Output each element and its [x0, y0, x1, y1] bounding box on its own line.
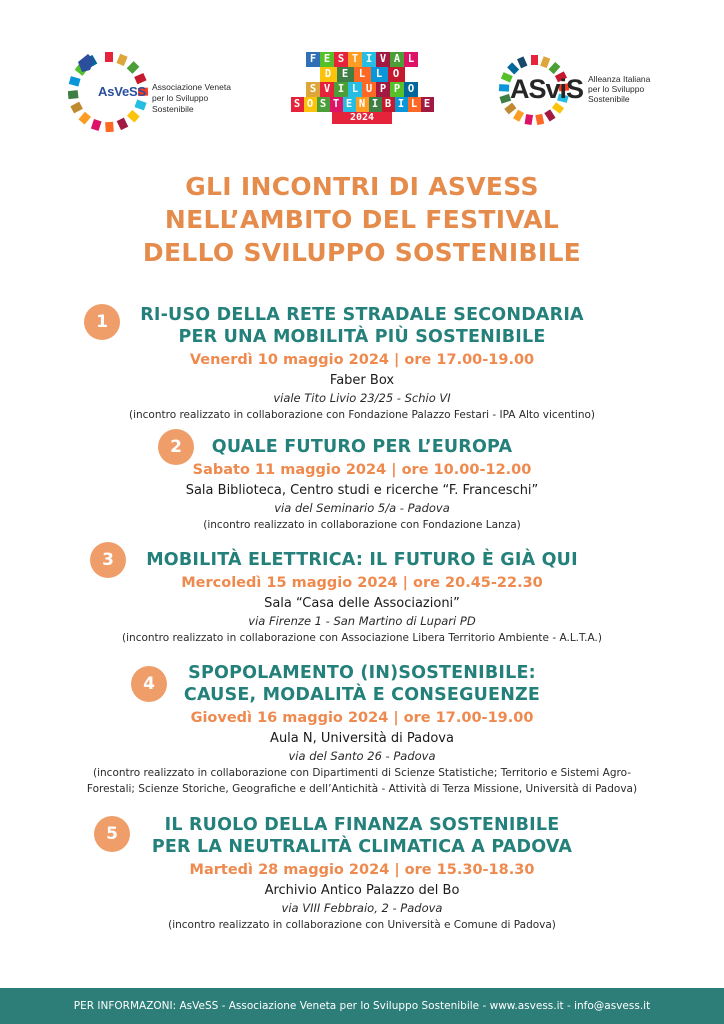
- festival-letter: L: [408, 97, 421, 112]
- festival-letter: I: [362, 52, 376, 67]
- festival-letter: O: [388, 67, 405, 82]
- page-title: GLI INCONTRI DI ASVESS NELL’AMBITO DEL FESTIVAL DELLO SVILUPPO SOSTENIBILE: [142, 172, 582, 267]
- asvess-name: AsVeSS: [98, 84, 146, 99]
- festival-letter: L: [404, 52, 418, 67]
- event-number-badge: 3: [90, 542, 126, 578]
- festival-letter: S: [291, 97, 304, 112]
- footer-info-bar: PER INFORMAZONI: AsVeSS - Associazione Veneta per lo Sviluppo Sostenibile - www.asvess.it - info@asvess.it: [0, 988, 724, 1024]
- event-address: via VIII Febbraio, 2 - Padova: [281, 901, 443, 915]
- event-date: Giovedì 16 maggio 2024 | ore 17.00-19.00: [190, 710, 534, 726]
- event-3: [0, 549, 724, 646]
- event-date: Martedì 28 maggio 2024 | ore 15.30-18.30: [189, 862, 535, 878]
- festival-letter: O: [404, 82, 418, 97]
- event-venue: Sala Biblioteca, Centro studi e ricerche “F. Franceschi”: [185, 483, 539, 498]
- festival-letter: S: [334, 52, 348, 67]
- event-title: QUALE FUTURO PER L’EUROPA: [211, 437, 513, 457]
- festival-letter: V: [320, 82, 334, 97]
- event-note: (incontro realizzato in collaborazione con Associazione Libera Territorio Ambiente - A.L.T.A.): [122, 632, 602, 644]
- festival-letter: E: [320, 52, 334, 67]
- festival-letter: L: [348, 82, 362, 97]
- festival-letter: T: [330, 97, 343, 112]
- event-number-badge: 4: [131, 666, 167, 702]
- event-title: MOBILITÀ ELETTRICA: IL FUTURO È GIÀ QUI: [146, 550, 578, 570]
- event-date: Sabato 11 maggio 2024 | ore 10.00-12.00: [192, 462, 532, 478]
- event-number-badge: 1: [84, 304, 120, 340]
- event-venue: Archivio Antico Palazzo del Bo: [264, 883, 460, 898]
- asvis-name: ASviS: [510, 74, 584, 104]
- event-number-badge: 5: [94, 816, 130, 852]
- event-venue: Aula N, Università di Padova: [270, 731, 454, 746]
- event-address: via del Seminario 5/a - Padova: [274, 501, 450, 515]
- event-date: Mercoledì 15 maggio 2024 | ore 20.45-22.30: [181, 575, 543, 591]
- festival-letter: U: [362, 82, 376, 97]
- festival-letter: B: [382, 97, 395, 112]
- festival-letter: E: [337, 67, 354, 82]
- festival-logo: [288, 52, 436, 122]
- festival-letter: A: [390, 52, 404, 67]
- festival-letter: L: [354, 67, 371, 82]
- festival-letter: I: [369, 97, 382, 112]
- event-date: Venerdì 10 maggio 2024 | ore 17.00-19.00: [189, 352, 535, 368]
- event-address: viale Tito Livio 23/25 - Schio VI: [273, 391, 451, 405]
- asvis-subtitle: Alleanza Italiana per lo Sviluppo Sostenibile: [588, 74, 651, 104]
- festival-letter: V: [376, 52, 390, 67]
- event-note: (incontro realizzato in collaborazione con Università e Comune di Padova): [168, 919, 556, 931]
- festival-letter: E: [421, 97, 434, 112]
- asvess-logo: [68, 48, 258, 132]
- event-title: RI-USO DELLA RETE STRADALE SECONDARIA PER UNA MOBILITÀ PIÙ SOSTENIBILE: [140, 305, 584, 347]
- event-note: (incontro realizzato in collaborazione con Fondazione Palazzo Festari - IPA Alto vicentino): [128, 409, 596, 421]
- event-address: via del Santo 26 - Padova: [288, 749, 436, 763]
- asvis-logo: [496, 52, 666, 128]
- festival-letter: D: [320, 67, 337, 82]
- festival-letter: N: [356, 97, 369, 112]
- festival-letter: P: [390, 82, 404, 97]
- festival-letter: S: [306, 82, 320, 97]
- event-address: via Firenze 1 - San Martino di Lupari PD: [248, 614, 476, 628]
- event-number-badge: 2: [158, 429, 194, 465]
- event-note: (incontro realizzato in collaborazione con Dipartimenti di Scienze Statistiche; Territorio e Sistemi Agro- Forestali; Scienze Storiche, Geografiche e dell’Antichità - Attività di Terza Missione, Università di Padova): [86, 767, 638, 795]
- event-venue: Faber Box: [329, 373, 395, 388]
- asvess-subtitle: Associazione Veneta per lo Sviluppo Sostenibile: [152, 82, 231, 114]
- event-2: [0, 436, 724, 533]
- festival-letter: F: [306, 52, 320, 67]
- event-note: (incontro realizzato in collaborazione con Fondazione Lanza): [203, 519, 521, 531]
- festival-letter: I: [334, 82, 348, 97]
- festival-letter: O: [304, 97, 317, 112]
- festival-letter: P: [376, 82, 390, 97]
- event-5: [0, 814, 724, 933]
- festival-letter: S: [317, 97, 330, 112]
- festival-letter: L: [371, 67, 388, 82]
- festival-letter: T: [348, 52, 362, 67]
- festival-letter: E: [343, 97, 356, 112]
- festival-letter: I: [395, 97, 408, 112]
- event-title: SPOPOLAMENTO (IN)SOSTENIBILE: CAUSE, MODALITÀ E CONSEGUENZE: [183, 663, 541, 705]
- event-4: [0, 662, 724, 797]
- festival-year: 2024: [332, 112, 392, 124]
- event-1: [0, 304, 724, 423]
- event-title: IL RUOLO DELLA FINANZA SOSTENIBILE PER LA NEUTRALITÀ CLIMATICA A PADOVA: [151, 815, 573, 857]
- event-venue: Sala “Casa delle Associazioni”: [264, 596, 460, 611]
